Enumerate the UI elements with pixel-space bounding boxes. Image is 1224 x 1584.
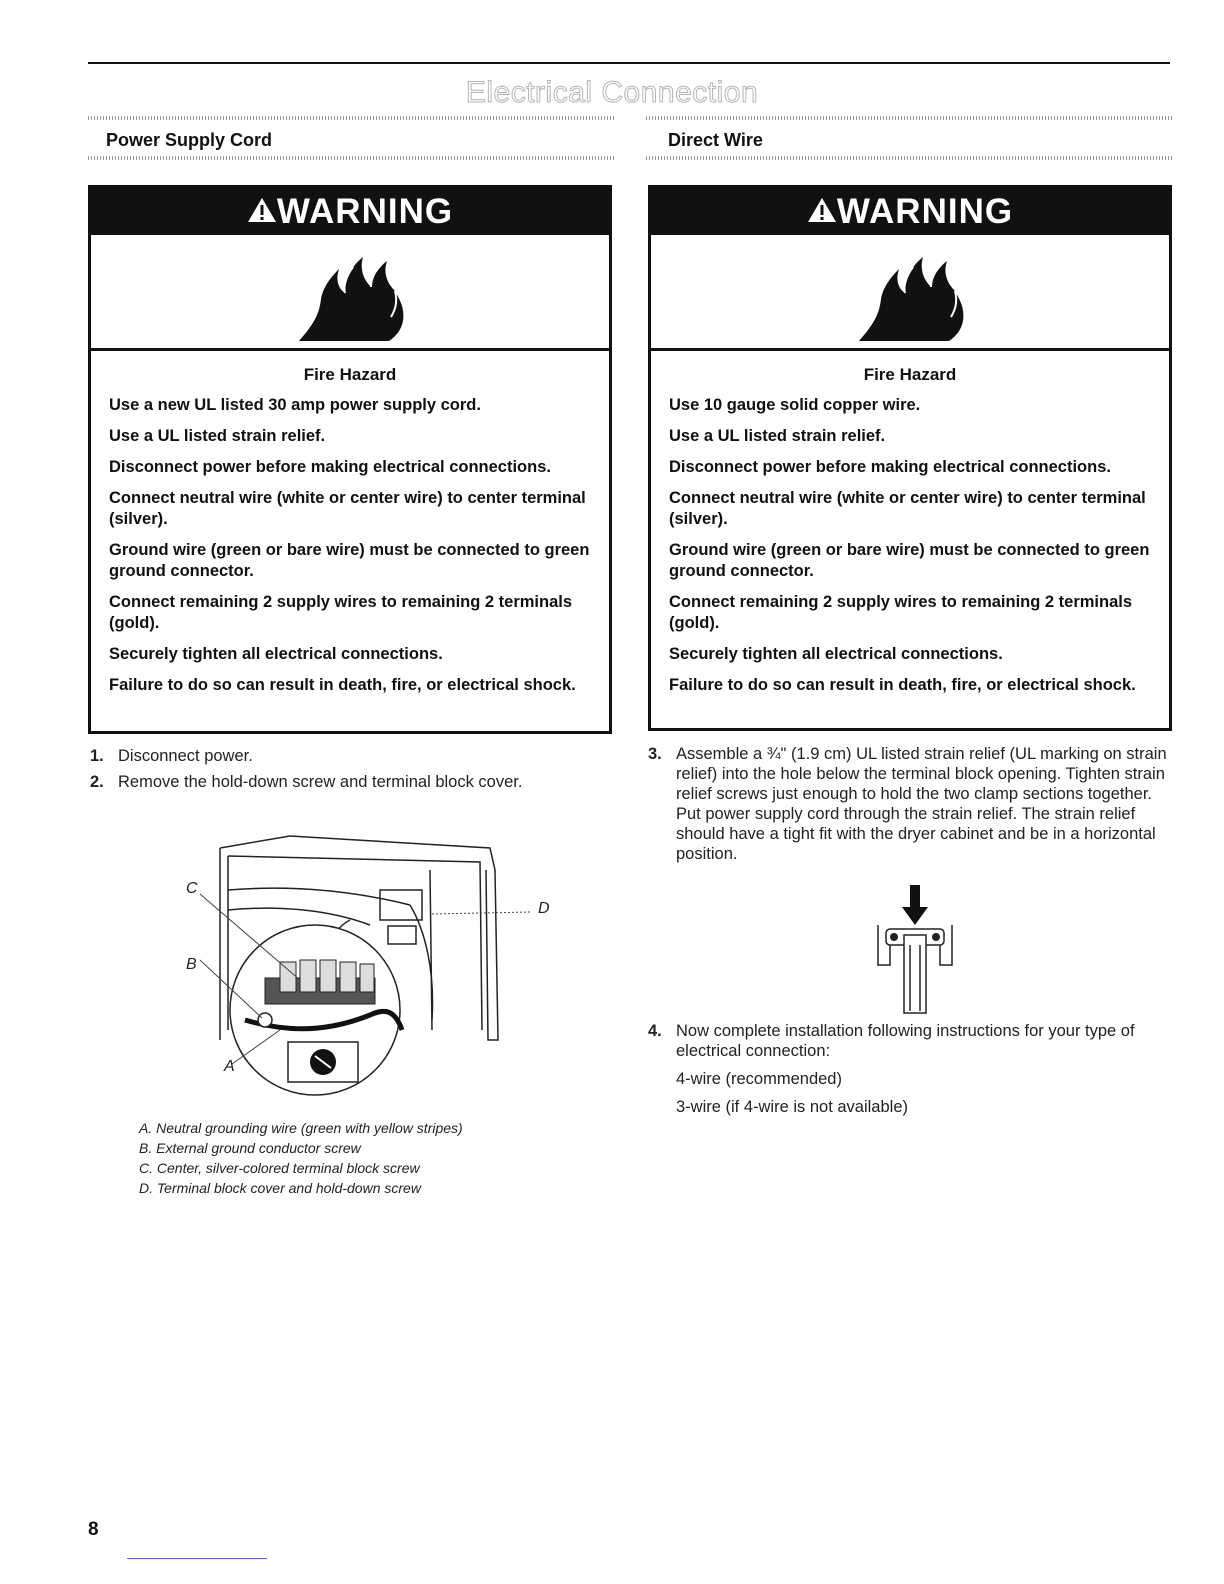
warning-text [91, 351, 609, 696]
step-list [648, 1021, 1168, 1123]
warning-banner [91, 188, 609, 235]
step-item [648, 1021, 1168, 1117]
step-item [648, 744, 1168, 864]
fire-hazard-graphic [91, 235, 609, 351]
legend-item: D. Terminal block cover and hold-down screw [139, 1180, 421, 1196]
step-number: 1. [90, 747, 104, 765]
dotted-rule [646, 116, 1172, 120]
terminal-block-illustration [170, 830, 550, 1105]
strain-relief-drawing [870, 885, 960, 1015]
power-supply-cord-section [88, 112, 614, 694]
figure-legend [139, 1118, 463, 1198]
step-text: Remove the hold-down screw and terminal block cover. [118, 773, 523, 791]
warning-line: Use 10 gauge solid copper wire. [669, 396, 921, 414]
step-text: Now complete installation following instructions for your type of electrical connection: [676, 1022, 1135, 1060]
warning-line: Failure to do so can result in death, fire, or electrical shock. [669, 676, 1136, 694]
warning-box [648, 185, 1172, 731]
direct-wire-section [646, 112, 1172, 694]
callout-d: D [538, 900, 550, 917]
step-text: Disconnect power. [118, 747, 253, 765]
warning-line: Ground wire (green or bare wire) must be connected to green ground connector. [109, 541, 590, 580]
warning-label: WARNING [276, 192, 454, 231]
warning-line: Connect remaining 2 supply wires to remaining 2 terminals (gold). [109, 593, 573, 632]
step-item [90, 772, 610, 792]
warning-line: Use a UL listed strain relief. [669, 427, 886, 445]
legend-item: A. Neutral grounding wire (green with yellow stripes) [139, 1120, 463, 1136]
hazard-title: Fire Hazard [303, 365, 397, 384]
warning-line: Connect neutral wire (white or center wire) to center terminal (silver). [109, 489, 586, 528]
callout-b: B [186, 956, 197, 973]
step-number: 3. [648, 745, 662, 763]
section-header [88, 112, 614, 160]
warning-line: Disconnect power before making electrical connections. [669, 458, 1111, 476]
warning-text [651, 351, 1169, 696]
section-title: Power Supply Cord [106, 130, 273, 150]
callout-a: A [224, 1058, 235, 1075]
page-title: Electrical Connection [465, 76, 759, 109]
wiring-option: 3-wire (if 4-wire is not available) [676, 1098, 908, 1116]
dotted-rule [88, 156, 614, 160]
fire-hazard-graphic [651, 235, 1169, 351]
wiring-option: 4-wire (recommended) [676, 1070, 842, 1088]
hazard-title: Fire Hazard [863, 365, 957, 384]
fire-hazard-icon [851, 247, 971, 343]
page-number: 8 [88, 1519, 99, 1540]
warning-line: Failure to do so can result in death, fire, or electrical shock. [109, 676, 576, 694]
warning-line: Disconnect power before making electrical connections. [109, 458, 551, 476]
step-number: 4. [648, 1022, 662, 1040]
step-text: Assemble a ¾" (1.9 cm) UL listed strain relief (UL marking on strain relief) into the hole below the terminal block opening. Tighten strain relief screws just enough to hold the two clamp sections together. Put power supply cord through the strain relief. The strain relief should have a tight fit with the dryer cabinet and be in a horizontal position. [676, 745, 1167, 863]
legend-item: B. External ground conductor screw [139, 1140, 361, 1156]
top-rule [88, 62, 1170, 64]
warning-banner [651, 188, 1169, 235]
warning-label: WARNING [836, 192, 1014, 231]
warning-line: Use a new UL listed 30 amp power supply cord. [109, 396, 481, 414]
warning-line: Connect neutral wire (white or center wire) to center terminal (silver). [669, 489, 1146, 528]
section-header [646, 112, 1172, 160]
fire-hazard-icon [291, 247, 411, 343]
strain-relief-illustration [870, 885, 960, 1015]
warning-triangle-icon [807, 189, 837, 237]
dotted-rule [88, 116, 614, 120]
legend-item: C. Center, silver-colored terminal block screw [139, 1160, 420, 1176]
warning-line: Securely tighten all electrical connections. [669, 645, 1003, 663]
warning-line: Ground wire (green or bare wire) must be connected to green ground connector. [669, 541, 1150, 580]
dotted-rule [646, 156, 1172, 160]
step-item [90, 746, 610, 766]
warning-triangle-icon [247, 189, 277, 237]
callout-c: C [186, 880, 198, 897]
footer-link-line [127, 1558, 267, 1559]
step-list [648, 744, 1168, 870]
warning-line: Use a UL listed strain relief. [109, 427, 326, 445]
step-number: 2. [90, 773, 104, 791]
step-list [90, 746, 610, 798]
warning-line: Securely tighten all electrical connections. [109, 645, 443, 663]
section-title: Direct Wire [668, 130, 763, 150]
warning-line: Connect remaining 2 supply wires to remaining 2 terminals (gold). [669, 593, 1133, 632]
warning-box [88, 185, 612, 734]
